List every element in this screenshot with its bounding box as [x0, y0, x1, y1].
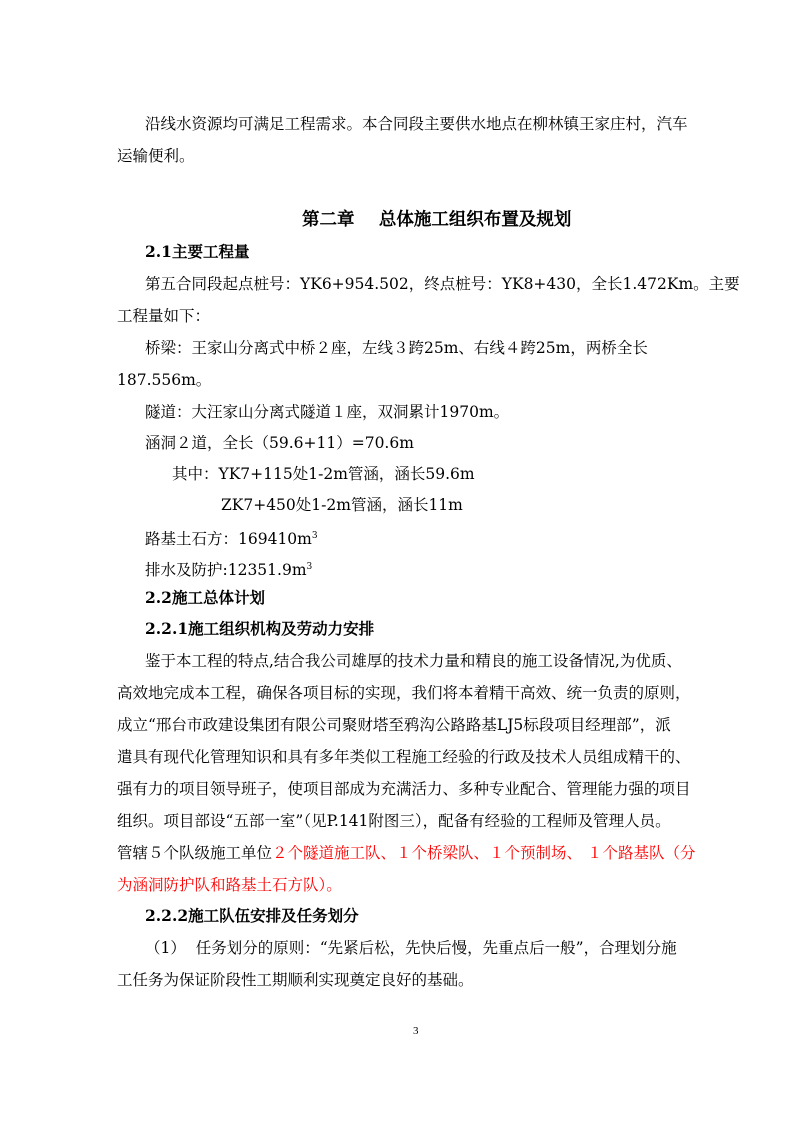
body-line: 涵洞２道，全长（59.6+11）=70.6m [145, 434, 414, 452]
body-line: 桥梁：王家山分离式中桥２座，左线３跨25m、右线４跨25m，两桥全长 [145, 339, 648, 357]
body-line: 组织。项目部设“五部一室”（见P.141附图三），配备有经验的工程师及管理人员。 [117, 812, 671, 830]
section-heading: 2.2施工总体计划 [145, 588, 265, 607]
drainage-line [145, 556, 312, 581]
section-heading: 2.1主要工程量 [145, 242, 250, 261]
highlighted-text: ２个隧道施工队、１个桥梁队、１个预制场、 １个路基队（分 [272, 844, 696, 862]
body-line: 187.556m。 [117, 371, 212, 389]
body-line: 运输便利。 [117, 147, 195, 165]
earthwork-line [145, 525, 318, 550]
body-line: 工任务为保证阶段性工期顺利实现奠定良好的基础。 [117, 971, 474, 989]
body-line [117, 842, 695, 864]
body-line: 遣具有现代化管理知识和具有多年类似工程施工经验的行政及技术人员组成精干的、 [117, 748, 691, 766]
body-text: 管辖５个队级施工单位 [117, 844, 273, 862]
body-line: 隧道：大汪家山分离式隧道１座，双洞累计1970m。 [145, 403, 510, 421]
body-line: 其中：YK7+115处1-2m管涵，涵长59.6m [172, 465, 475, 483]
body-line: （1） 任务划分的原则：“先紧后松，先快后慢，先重点后一般”，合理划分施 [145, 939, 677, 957]
body-line: 鉴于本工程的特点,结合我公司雄厚的技术力量和精良的施工设备情况,为优质、 [145, 652, 682, 670]
drainage-text: 排水及防护:12351.9m [145, 561, 307, 580]
page-number: 3 [413, 1025, 419, 1037]
body-line: ZK7+450处1-2m管涵，涵长11m [221, 496, 463, 514]
body-line: 沿线水资源均可满足工程需求。本合同段主要供水地点在柳林镇王家庄村，汽车 [145, 115, 688, 133]
body-line: 工程量如下： [117, 307, 211, 325]
unit-superscript: 3 [306, 562, 313, 572]
subsection-heading: 2.2.2施工队伍安排及任务划分 [145, 906, 359, 925]
body-line: 高效地完成本工程，确保各项目标的实现，我们将本着精干高效、统一负责的原则， [117, 684, 691, 702]
earthwork-text: 路基土石方：169410m [145, 530, 312, 549]
body-line: 成立“邢台市政建设集团有限公司聚财塔至鸦沟公路路基LJ5标段项目经理部”，派 [117, 716, 671, 734]
subsection-heading: 2.2.1施工组织机构及劳动力安排 [145, 619, 375, 638]
highlighted-text: 为涵洞防护队和路基土石方队）。 [117, 876, 342, 894]
chapter-title: 第二章 总体施工组织布置及规划 [302, 210, 572, 230]
body-line: 第五合同段起点桩号：YK6+954.502，终点桩号：YK8+430，全长1.472Km。主要 [145, 275, 740, 293]
unit-superscript: 3 [311, 531, 318, 541]
body-line: 强有力的项目领导班子，使项目部成为充满活力、多种专业配合、管理能力强的项目 [117, 780, 691, 798]
